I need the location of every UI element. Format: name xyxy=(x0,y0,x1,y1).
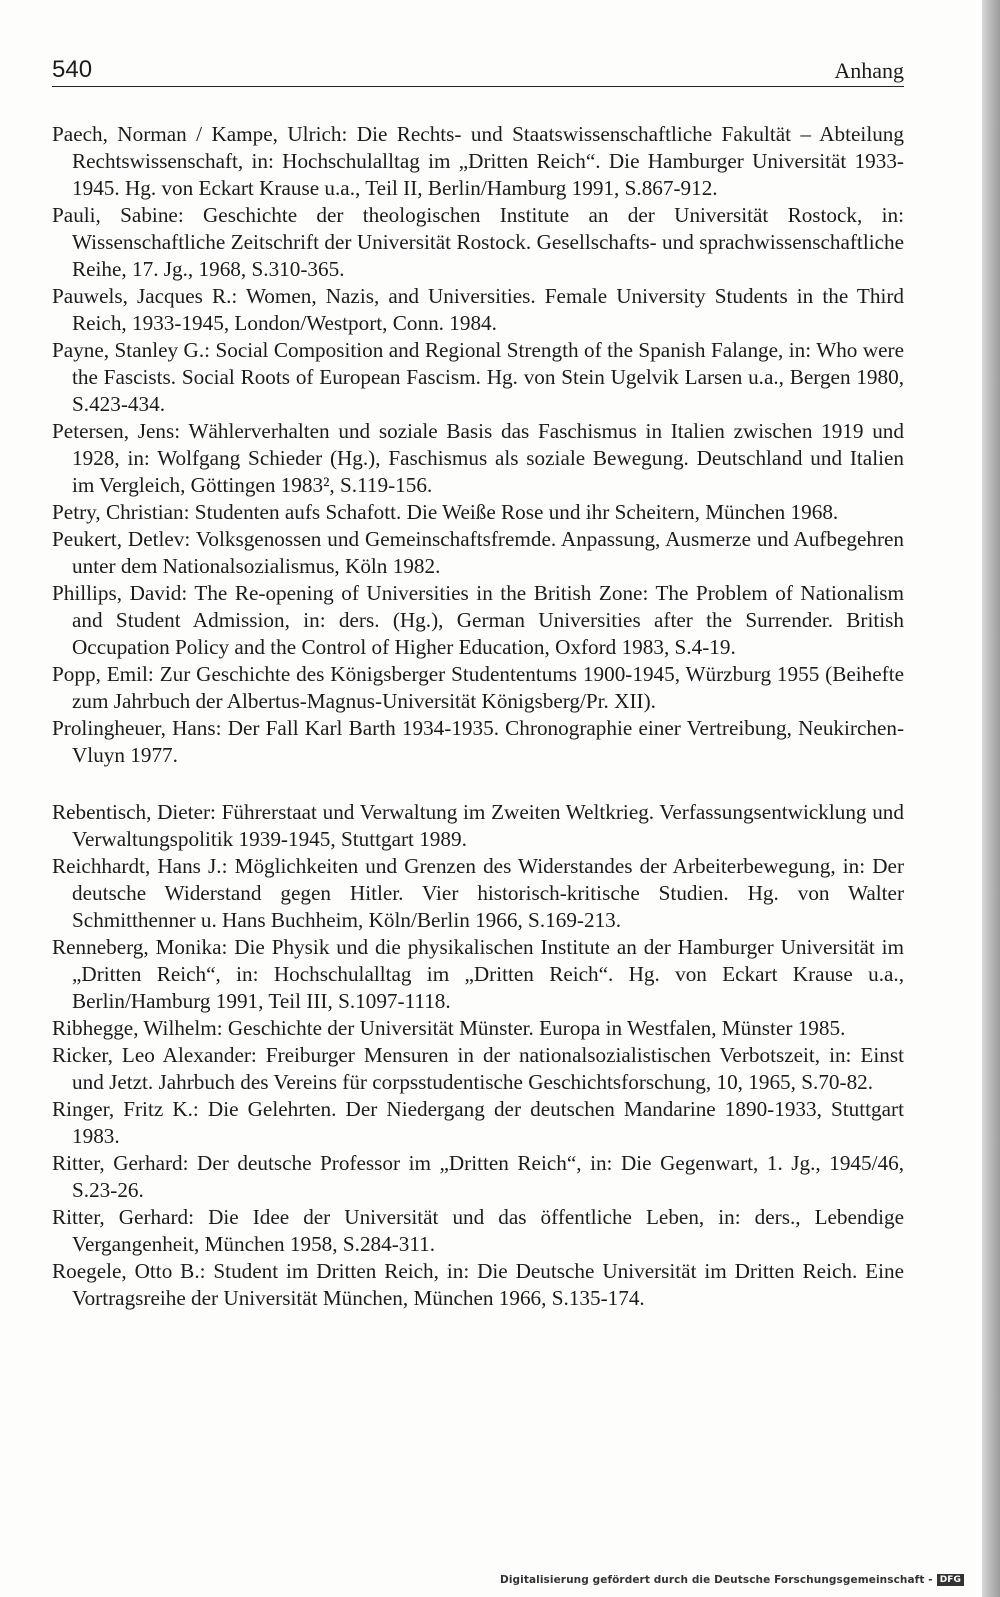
bibliography-entry: Peukert, Detlev: Volksgenossen und Gemeinschaftsfremde. Anpassung, Ausmerze und Aufbegehren unter dem Nationalsozialismus, Köln 1982. xyxy=(52,527,904,578)
bibliography-entry: Petersen, Jens: Wählerverhalten und soziale Basis das Faschismus in Italien zwischen 1919 und 1928, in: Wolfgang Schieder (Hg.), Faschismus als soziale Bewegung. Deutschland und Italien im Vergleich, Göttingen 1983², S.119-156. xyxy=(52,419,904,497)
bibliography-entry: Popp, Emil: Zur Geschichte des Königsberger Studententums 1900-1945, Würzburg 1955 (Beihefte zum Jahrbuch der Albertus-Magnus-Universität Königsberg/Pr. XII). xyxy=(52,662,904,713)
bibliography-entry: Ricker, Leo Alexander: Freiburger Mensuren in der nationalsozialistischen Verbotszeit, in: Einst und Jetzt. Jahrbuch des Vereins für corpsstudentische Geschichtsforschung, 10, 1965, S.70-82. xyxy=(52,1043,904,1094)
page-number: 540 xyxy=(52,56,93,83)
bibliography-entry: Renneberg, Monika: Die Physik und die physikalischen Institute an der Hamburger Universität im „Dritten Reich“, in: Hochschulalltag im „Dritten Reich“. Hg. von Eckart Krause u.a., Berlin/Hamburg 1991, Teil III, S.1097-1118. xyxy=(52,935,904,1013)
bibliography-entry: Ringer, Fritz K.: Die Gelehrten. Der Niedergang der deutschen Mandarine 1890-1933, Stuttgart 1983. xyxy=(52,1097,904,1148)
page-edge-shadow xyxy=(982,0,1000,1597)
dfg-logo: DFG xyxy=(937,1574,964,1586)
bibliography-entry: Prolingheuer, Hans: Der Fall Karl Barth 1934-1935. Chronographie einer Vertreibung, Neukirchen-Vluyn 1977. xyxy=(52,716,904,767)
bibliography-entry: Paech, Norman / Kampe, Ulrich: Die Rechts- und Staatswissenschaftliche Fakultät – Abteilung Rechtswissenschaft, in: Hochschulalltag im „Dritten Reich“. Die Hamburger Universität 1933-1945. Hg. von Eckart Krause u.a., Teil II, Berlin/Hamburg 1991, S.867-912. xyxy=(52,122,904,200)
bibliography-list xyxy=(52,121,904,1312)
bibliography-entry: Ribhegge, Wilhelm: Geschichte der Universität Münster. Europa in Westfalen, Münster 1985. xyxy=(52,1016,846,1040)
digitization-credit-text: Digitalisierung gefördert durch die Deutsche Forschungsgemeinschaft - xyxy=(500,1574,933,1586)
section-gap xyxy=(52,769,904,799)
bibliography-entry: Pauwels, Jacques R.: Women, Nazis, and Universities. Female University Students in the Third Reich, 1933-1945, London/Westport, Conn. 1984. xyxy=(52,284,904,335)
bibliography-entry: Payne, Stanley G.: Social Composition and Regional Strength of the Spanish Falange, in: Who were the Fascists. Social Roots of European Fascism. Hg. von Stein Ugelvik Larsen u.a., Bergen 1980, S.423-434. xyxy=(52,338,904,416)
page-header xyxy=(52,56,904,87)
bibliography-entry: Petry, Christian: Studenten aufs Schafott. Die Weiße Rose und ihr Scheitern, München 1968. xyxy=(52,500,839,524)
bibliography-entry: Reichhardt, Hans J.: Möglichkeiten und Grenzen des Widerstandes der Arbeiterbewegung, in: Der deutsche Widerstand gegen Hitler. Vier historisch-kritische Studien. Hg. von Walter Schmitthenner u. Hans Buchheim, Köln/Berlin 1966, S.169-213. xyxy=(52,854,904,932)
bibliography-entry: Ritter, Gerhard: Der deutsche Professor im „Dritten Reich“, in: Die Gegenwart, 1. Jg., 1945/46, S.23-26. xyxy=(52,1151,904,1202)
bibliography-entry: Ritter, Gerhard: Die Idee der Universität und das öffentliche Leben, in: ders., Lebendige Vergangenheit, München 1958, S.284-311. xyxy=(52,1205,904,1256)
bibliography-entry: Roegele, Otto B.: Student im Dritten Reich, in: Die Deutsche Universität im Dritten Reich. Eine Vortragsreihe der Universität München, München 1966, S.135-174. xyxy=(52,1259,904,1310)
digitization-credit xyxy=(500,1574,964,1586)
bibliography-entry: Pauli, Sabine: Geschichte der theologischen Institute an der Universität Rostock, in: Wissenschaftliche Zeitschrift der Universität Rostock. Gesellschafts- und sprachwissenschaftliche Reihe, 17. Jg., 1968, S.310-365. xyxy=(52,203,904,281)
bibliography-entry: Phillips, David: The Re-opening of Universities in the British Zone: The Problem of Nationalism and Student Admission, in: ders. (Hg.), German Universities after the Surrender. British Occupation Policy and the Control of Higher Education, Oxford 1983, S.4-19. xyxy=(52,581,904,659)
bibliography-entry: Rebentisch, Dieter: Führerstaat und Verwaltung im Zweiten Weltkrieg. Verfassungsentwicklung und Verwaltungspolitik 1939-1945, Stuttgart 1989. xyxy=(52,800,904,851)
running-head: Anhang xyxy=(834,58,904,83)
